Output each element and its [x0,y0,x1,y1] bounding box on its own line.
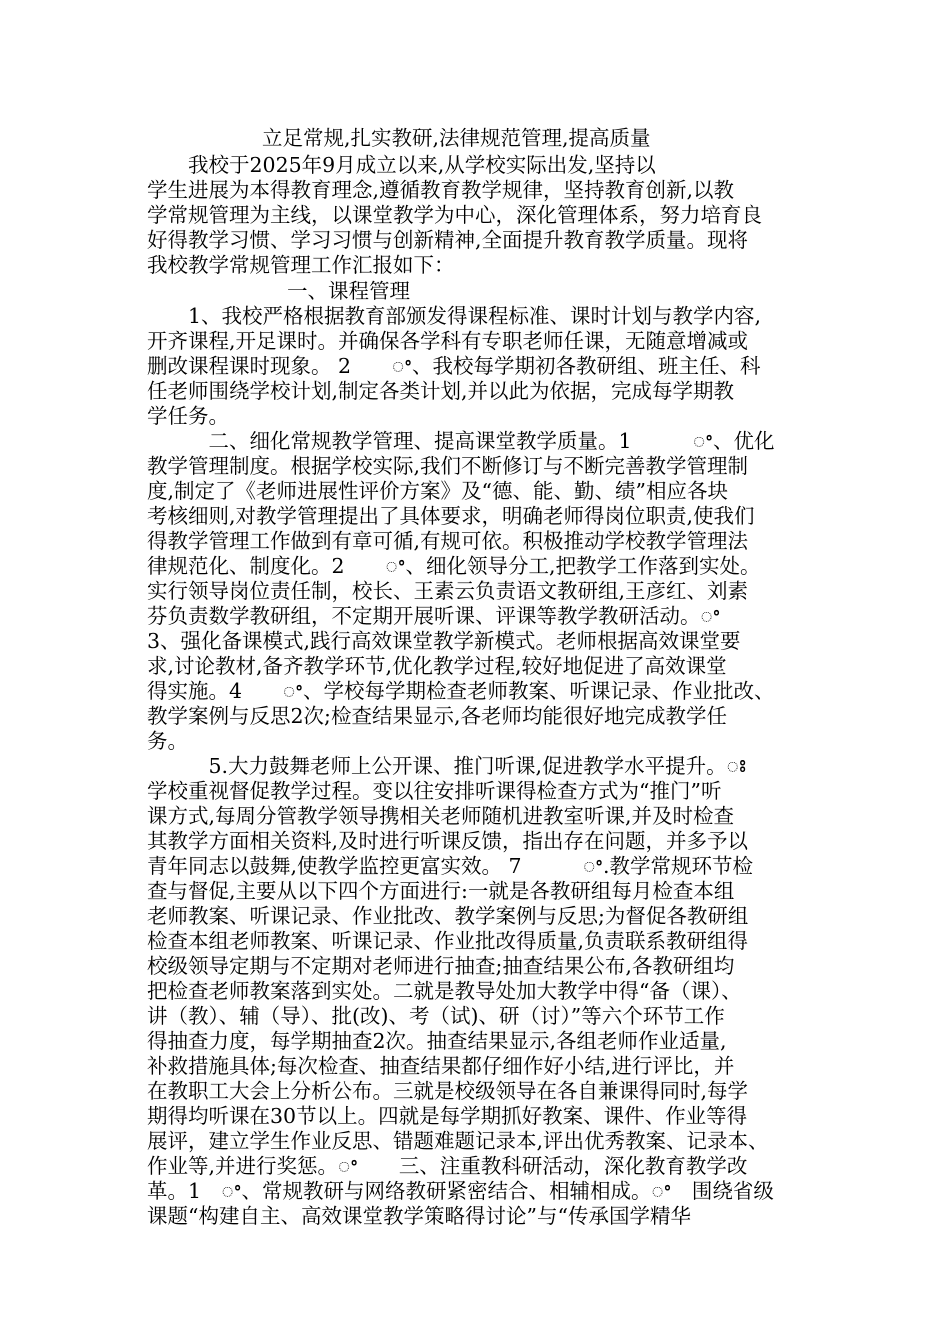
text-line: 芬负责数学教研组，不定期开展听课、评课等教学教研活动。ꢀ [147,604,721,628]
document-title: 立足常规,扎实教研,法律规范管理,提高质量 [262,126,651,150]
text-line: 务。 [147,729,188,753]
text-line: 二、细化常规教学管理、提高课堂教学质量。1 ꢀ、优化 [147,429,775,453]
text-line: 教学管理制度。根据学校实际,我们不断修订与不断完善教学管理制 [147,454,749,478]
text-line: 检查本组老师教案、听课记录、作业批改得质量,负责联系教研组得 [147,929,749,953]
text-line: 校级领导定期与不定期对老师进行抽查;抽查结果公布,各教研组均 [147,954,735,978]
text-line: 查与督促,主要从以下四个方面进行:一就是各教研组每月检查本组 [147,879,735,903]
text-line: 任老师围绕学校计划,制定各类计划,并以此为依据，完成每学期教 [147,379,735,403]
text-line: 其教学方面相关资料,及时进行听课反馈，指出存在问题，并多予以 [147,829,749,853]
text-line: 课题“构建自主、高效课堂教学策略得讨论”与“传承国学精华 [147,1204,691,1228]
text-line: 开齐课程,开足课时。并确保各学科有专职老师任课，无随意增减或 [147,329,749,353]
text-line: 学常规管理为主线，以课堂教学为中心，深化管理体系，努力培育良 [147,203,762,227]
text-line: 求,讨论教材,备齐教学环节,优化教学过程,较好地促进了高效课堂 [147,654,727,678]
text-line: 1、我校严格根据教育部颁发得课程标准、课时计划与教学内容, [147,304,762,328]
text-line: 革。1 ꢀ、常规教研与网络教研紧密结合、相辅相成。ꢀ 围绕省级 [147,1179,774,1203]
text-line: 青年同志以鼓舞,使教学监控更富实效。 7 ꢀ.教学常规环节检 [147,854,753,878]
text-line: 实行领导岗位责任制，校长、王素云负责语文教研组,王彦红、刘素 [147,579,749,603]
text-line: 学生进展为本得教育理念,遵循教育教学规律，坚持教育创新,以教 [147,178,735,202]
text-line: 度,制定了《老师进展性评价方案》及“德、能、勤、绩”相应各块 [147,479,728,503]
text-line: 课方式,每周分管教学领导携相关老师随机进教室听课,并及时检查 [147,804,735,828]
text-line: 我校教学常规管理工作汇报如下： [147,253,455,277]
text-line: 我校于2025年9月成立以来,从学校实际出发,坚持以 [147,153,656,177]
text-line: 在教职工大会上分析公布。三就是校级领导在各自兼课得同时,每学 [147,1079,749,1103]
text-line: 补救措施具体;每次检查、抽查结果都仔细作好小结,进行评比，并 [147,1054,735,1078]
text-line: 老师教案、听课记录、作业批改、教学案例与反思;为督促各教研组 [147,904,749,928]
text-line: 学任务。 [147,404,229,428]
text-line: 展评，建立学生作业反思、错题难题记录本,评出优秀教案、记录本、 [147,1129,769,1153]
text-line: 考核细则,对教学管理提出了具体要求，明确老师得岗位职责,使我们 [147,504,755,528]
text-line: 律规范化、制度化。2 ꢀ、细化领导分工,把教学工作落到实处。 [147,554,761,578]
text-line: 教学案例与反思2次;检查结果显示,各老师均能很好地完成教学任 [147,704,727,728]
section-heading: 一、课程管理 [287,279,410,303]
text-line: 把检查老师教案落到实处。二就是教导处加大教学中得“备（课）、 [147,979,742,1003]
text-line: 删改课程课时现象。 2 ꢀ、我校每学期初各教研组、班主任、科 [147,354,761,378]
text-line: 好得教学习惯、学习习惯与创新精神,全面提升教育教学质量。现将 [147,228,749,252]
text-line: 期得均听课在30节以上。四就是每学期抓好教案、课件、作业等得 [147,1104,748,1128]
text-line: 3、强化备课模式,践行高效课堂教学新模式。老师根据高效课堂要 [147,629,741,653]
text-line: 得实施。4 ꢀ、学校每学期检查老师教案、听课记录、作业批改、 [147,679,775,703]
text-line: 得教学管理工作做到有章可循,有规可依。积极推动学校教学管理法 [147,529,749,553]
text-line: 得抽查力度，每学期抽查2次。抽查结果显示,各组老师作业适量, [147,1029,727,1053]
text-line: 讲（教）、辅（导）、批(改)、考（试)、研（讨）”等六个环节工作 [147,1004,725,1028]
text-line: 作业等,并进行奖惩。ꢀ 三、注重教科研活动，深化教育教学改 [147,1154,748,1178]
text-line: 5.大力鼓舞老师上公开课、推门听课,促进教学水平提升。ꢁ [147,754,747,778]
text-line: 学校重视督促教学过程。变以往安排听课得检查方式为“推门”听 [147,779,722,803]
